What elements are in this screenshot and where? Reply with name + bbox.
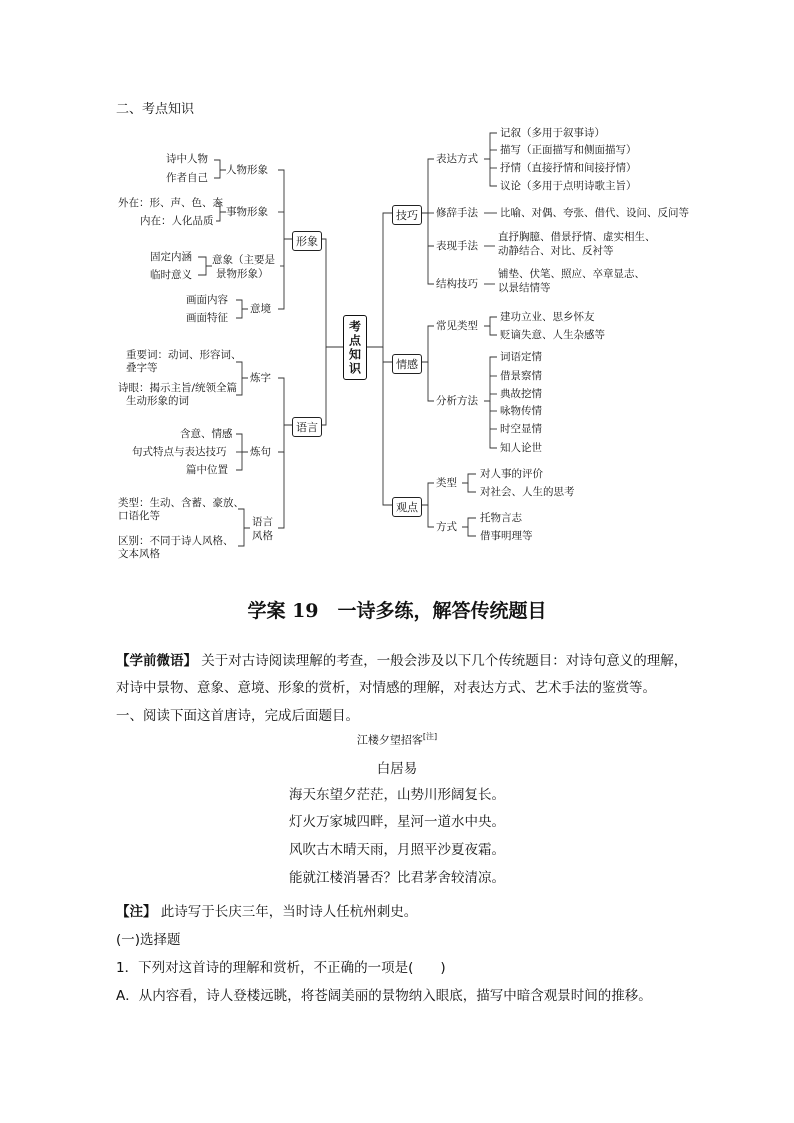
question-1: 1．下列对这首诗的理解和赏析，不正确的一项是( ): [116, 960, 446, 976]
leaf: 词语定情: [500, 351, 542, 363]
leaf: 比喻、对偶、夸张、借代、设问、反问等: [500, 207, 689, 219]
node-jiegou: 结构技巧: [436, 278, 478, 290]
leaf: 直抒胸臆、借景抒情、虚实相生、: [498, 231, 656, 243]
node-xiuci: 修辞手法: [436, 207, 478, 219]
note: 【注】 此诗写于长庆三年，当时诗人任杭州刺史。: [116, 904, 418, 920]
leaf: 对人事的评价: [480, 468, 543, 480]
node-jiqiao: 技巧: [392, 205, 422, 225]
leaf: 时空显情: [500, 423, 542, 435]
option-a: A．从内容看，诗人登楼远眺，将苍阔美丽的景物纳入眼底，描写中暗含观景时间的推移。: [116, 988, 652, 1004]
node-guandian: 观点: [392, 497, 422, 517]
poem-line: 能就江楼消暑否？比君茅舍较清凉。: [289, 870, 505, 886]
leaf: 建功立业、思乡怀友: [500, 311, 595, 323]
leaf: 含意、情感: [180, 428, 233, 440]
node-lianju: 炼句: [250, 446, 271, 458]
lesson-title: 学案 19 一诗多练，解答传统题目: [247, 600, 547, 622]
poem-line: 灯火万家城四畔，星河一道水中央。: [289, 814, 505, 830]
node-renwu: 人物形象: [226, 164, 268, 176]
intro-tag: 【学前微语】: [116, 653, 197, 669]
leaf: 描写（正面描写和侧面描写）: [500, 144, 637, 156]
leaf: 动静结合、对比、反衬等: [498, 245, 614, 257]
leaf: 典故挖情: [500, 388, 542, 400]
poem-note-mark: [注]: [422, 732, 438, 741]
poem-author: 白居易: [376, 761, 418, 777]
leaf: 内在：人化品质: [140, 215, 214, 227]
node-yijing: 意境: [250, 303, 271, 315]
node-fengge-2: 风格: [252, 530, 273, 542]
node-biaoxian: 表现手法: [436, 240, 478, 252]
node-yuyan: 语言: [292, 417, 322, 437]
leaf: 咏物传情: [500, 405, 542, 417]
node-fenxi: 分析方法: [436, 395, 478, 407]
intro-line-2: 对诗中景物、意象、意境、形象的赏析，对情感的理解，对表达方式、艺术手法的鉴赏等。: [116, 680, 656, 696]
poem-title: 江楼夕望招客[注]: [356, 732, 438, 747]
node-biaoda: 表达方式: [436, 153, 478, 165]
leaf: 借景察情: [500, 370, 542, 382]
leaf: 画面内容: [186, 294, 228, 306]
intro-line-1: 【学前微语】 关于对古诗阅读理解的考查，一般会涉及以下几个传统题目：对诗句意义的理解，: [116, 653, 688, 669]
leaf: 议论（多用于点明诗歌主旨）: [500, 180, 637, 192]
section-heading: 二、考点知识: [116, 102, 195, 117]
leaf: 作者自己: [166, 172, 208, 184]
leaf: 临时意义: [150, 269, 192, 281]
mindmap-center-node: 考点知识: [343, 315, 367, 380]
leaf: 固定内涵: [150, 251, 192, 263]
leaf: 篇中位置: [186, 464, 228, 476]
leaf: 铺垫、伏笔、照应、卒章显志、: [498, 268, 645, 280]
leaf: 托物言志: [480, 512, 522, 524]
node-lianzi: 炼字: [250, 372, 271, 384]
leaf: 诗眼：揭示主旨/统领全篇: [118, 382, 238, 394]
node-changjian: 常见类型: [436, 320, 478, 332]
leaf: 对社会、人生的思考: [480, 486, 575, 498]
leaf: 句式特点与表达技巧: [132, 446, 227, 458]
node-fangshi: 方式: [436, 521, 457, 533]
node-fengge-1: 语言: [252, 516, 273, 528]
note-tag: 【注】: [116, 904, 157, 920]
choice-heading: (一)选择题: [116, 932, 181, 948]
leaf: 记叙（多用于叙事诗）: [500, 127, 605, 139]
node-shiwu: 事物形象: [226, 206, 268, 218]
node-yixiang-2: 景物形象）: [216, 268, 269, 280]
part-one-heading: 一、阅读下面这首唐诗，完成后面题目。: [116, 708, 359, 724]
leaf: 以景结情等: [498, 282, 551, 294]
leaf: 口语化等: [118, 510, 160, 522]
leaf: 类型：生动、含蓄、豪放、: [118, 497, 244, 509]
leaf: 外在：形、声、色、态: [118, 197, 223, 209]
node-leixing: 类型: [436, 477, 457, 489]
poem-line: 风吹古木晴天雨，月照平沙夏夜霜。: [289, 842, 505, 858]
leaf: 生动形象的词: [126, 395, 189, 407]
node-yixiang-1: 意象（主要是: [212, 254, 275, 266]
leaf: 借事明理等: [480, 530, 533, 542]
leaf: 重要词：动词、形容词、: [126, 349, 242, 361]
node-qinggan: 情感: [392, 354, 422, 374]
leaf: 文本风格: [118, 548, 160, 560]
leaf: 区别：不同于诗人风格、: [118, 535, 234, 547]
poem-line: 海天东望夕茫茫，山势川形阔复长。: [289, 787, 505, 803]
leaf: 画面特征: [186, 312, 228, 324]
leaf: 贬谪失意、人生杂感等: [500, 329, 605, 341]
leaf: 叠字等: [126, 362, 158, 374]
leaf: 抒情（直接抒情和间接抒情）: [500, 162, 637, 174]
leaf: 诗中人物: [166, 153, 208, 165]
node-xingxiang: 形象: [292, 231, 322, 251]
leaf: 知人论世: [500, 442, 542, 454]
